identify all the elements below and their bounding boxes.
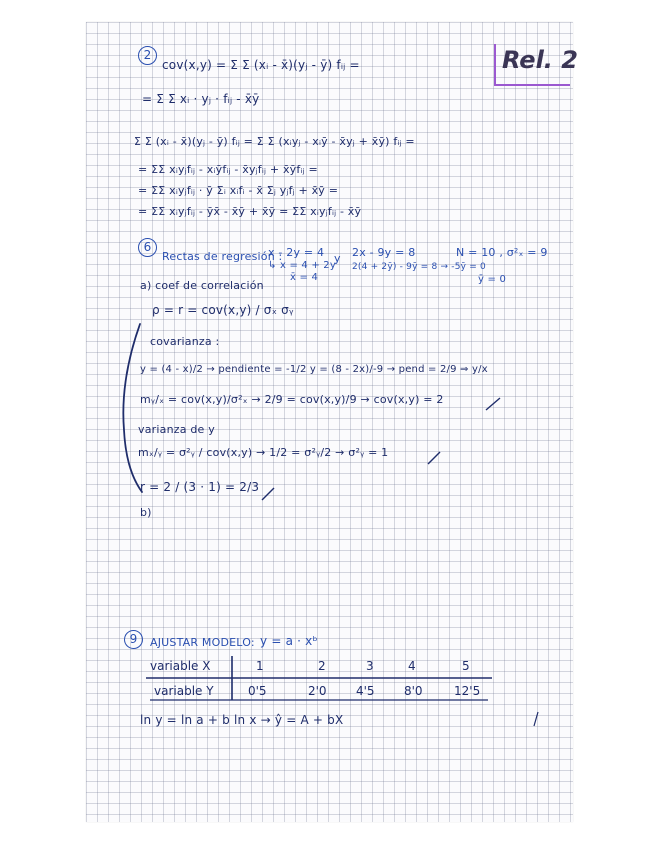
- cursor-mark: [534, 712, 538, 726]
- p6-rho: ρ = r = cov(x,y) / σₓ σᵧ: [152, 303, 294, 317]
- rel-label: Rel. 2: [502, 46, 578, 74]
- p6-title: Rectas de regresión :: [162, 250, 283, 263]
- p9-y-value: 0'5: [248, 684, 267, 698]
- p6-cov-heading: covarianza :: [150, 335, 220, 348]
- p9-y-value: 4'5: [356, 684, 375, 698]
- problem-9-number: 9: [124, 630, 143, 649]
- result-underline-cov: [486, 398, 500, 410]
- p6-eq2: 2x - 9y = 8: [352, 246, 416, 259]
- p2-line-6: = ΣΣ xᵢyⱼfᵢⱼ - ȳx̄ - x̄ȳ + x̄ȳ = ΣΣ xᵢyⱼfᵢⱼ - x̄ȳ: [138, 205, 362, 218]
- p2-line-1: cov(x,y) = Σ Σ (xᵢ - x̄)(yⱼ - ȳ) fᵢⱼ =: [162, 58, 360, 72]
- p9-x-value: 2: [318, 659, 326, 673]
- p9-row-x-label: variable X: [150, 659, 211, 673]
- problem-6-number: 6: [138, 238, 157, 257]
- p6-part-b: b): [140, 506, 152, 519]
- p6-mxy-line: mₓ/ᵧ = σ²ᵧ / cov(x,y) → 1/2 = σ²ᵧ/2 → σ²ᵧ = 1: [138, 446, 389, 459]
- p6-conj: y: [334, 252, 341, 265]
- p9-log-line: ln y = ln a + b ln x → ŷ = A + bX: [140, 713, 344, 727]
- p6-myx-line: mᵧ/ₓ = cov(x,y)/σ²ₓ → 2/9 = cov(x,y)/9 → cov(x,y) = 2: [140, 393, 444, 406]
- p9-x-value: 5: [462, 659, 470, 673]
- p9-title: AJUSTAR MODELO:: [150, 636, 255, 649]
- p9-row-y-label: variable Y: [154, 684, 214, 698]
- p2-line-2: = Σ Σ xᵢ · yⱼ · fᵢⱼ - x̄ȳ: [142, 92, 260, 106]
- p6-var-heading: varianza de y: [138, 423, 215, 436]
- p6-eq1c: x̄ = 4: [290, 272, 319, 283]
- p6-eq1b: ↳ x = 4 + 2y: [268, 260, 336, 271]
- p2-line-5: = ΣΣ xᵢyⱼfᵢⱼ · ȳ Σᵢ xᵢfᵢ - x̄ Σⱼ yⱼfⱼ + x̄ȳ =: [138, 184, 339, 197]
- p9-x-value: 1: [256, 659, 264, 673]
- p2-line-4: = ΣΣ xᵢyⱼfᵢⱼ - xᵢȳfᵢⱼ - x̄yⱼfᵢⱼ + x̄ȳfᵢⱼ =: [138, 163, 318, 176]
- p2-line-3: Σ Σ (xᵢ - x̄)(yⱼ - ȳ) fᵢⱼ = Σ Σ (xᵢyⱼ - xᵢȳ - x̄yⱼ + x̄ȳ) fᵢⱼ =: [134, 135, 415, 148]
- p9-model: y = a · xᵇ: [260, 634, 318, 648]
- p6-part-a: a) coef de correlación: [140, 279, 264, 292]
- p6-given: N = 10 , σ²ₓ = 9: [456, 246, 548, 259]
- p9-x-value: 3: [366, 659, 374, 673]
- p9-y-value: 2'0: [308, 684, 327, 698]
- p9-x-value: 4: [408, 659, 416, 673]
- covariance-bracket: [123, 324, 142, 492]
- p6-eq1: x - 2y = 4: [268, 246, 325, 259]
- p6-r-line: r = 2 / (3 · 1) = 2/3: [140, 480, 260, 494]
- p6-eq2c: ȳ = 0: [478, 274, 507, 285]
- problem-2-number: 2: [138, 46, 157, 65]
- p9-y-value: 12'5: [454, 684, 481, 698]
- result-underline-var: [428, 452, 440, 464]
- p9-y-value: 8'0: [404, 684, 423, 698]
- p6-eq2b: 2(4 + 2ȳ) - 9ȳ = 8 → -5ȳ = 0: [352, 262, 486, 272]
- p6-y-line: y = (4 - x)/2 → pendiente = -1/2 y = (8 - 2x)/-9 → pend = 2/9 ⇒ y/x: [140, 364, 488, 375]
- result-underline-r: [262, 488, 274, 500]
